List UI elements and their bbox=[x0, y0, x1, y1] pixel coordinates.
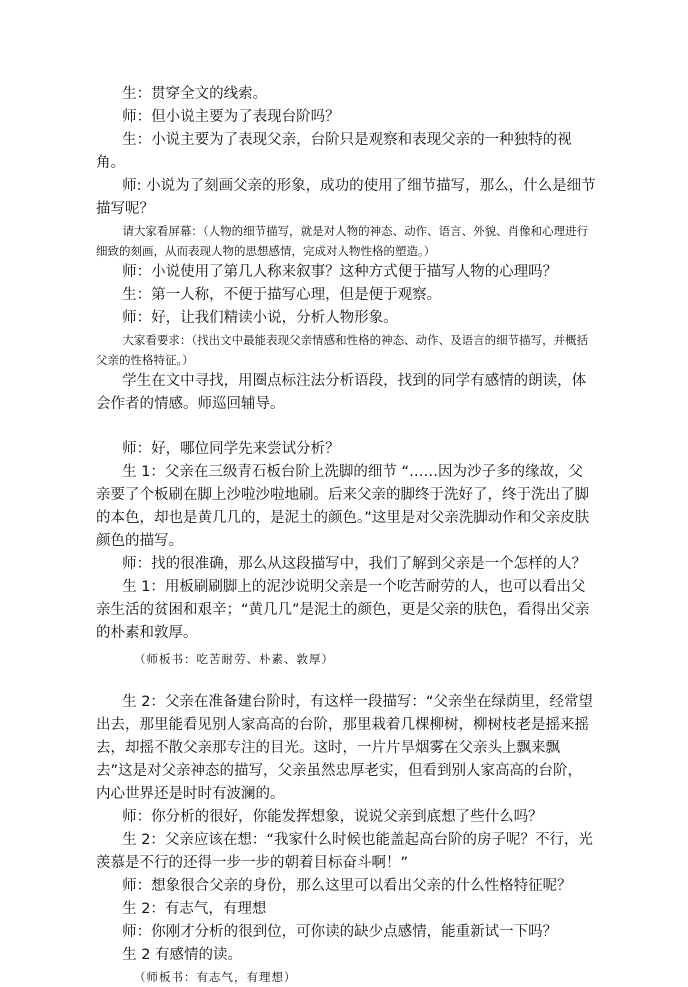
blank-line bbox=[96, 669, 596, 691]
dialogue-line: 师：找的很准确，那么从这段描写中，我们了解到父亲是一个怎样的人？ bbox=[122, 556, 587, 572]
dialogue-line: 师：你分析的很好，你能发挥想象，说说父亲到底想了些什么吗？ bbox=[122, 809, 543, 825]
dialogue-line: 师：好，哪位同学先来尝试分析？ bbox=[122, 441, 340, 457]
dialogue-line: 师：好，让我们精读小说，分析人物形象。 bbox=[122, 310, 398, 326]
dialogue-line: 生 1：用板刷刷脚上的泥沙说明父亲是一个吃苦耐劳的人，也可以看出父亲生活的贫困和艰辛；“黄几几”是泥土的颜色，更是父亲的肤色，看得出父亲的朴素和敦厚。 bbox=[96, 579, 590, 641]
screen-note: 请大家看屏幕：（人物的细节描写，就是对人物的神态、动作、语言、外貌、肖像和心理进行细致的刻画，从而表现人物的思想感情，完成对人物性格的塑造。） bbox=[96, 224, 589, 258]
dialogue-line: 生 2：父亲应该在想：“我家什么时候也能盖起高台阶的房子呢？不行，光羡慕是不行的还得一步一步的朝着目标奋斗啊！” bbox=[96, 832, 593, 871]
dialogue-line: 生 2：有志气，有理想 bbox=[122, 901, 267, 917]
requirement-note: 大家看要求：（找出文中最能表现父亲情感和性格的神态、动作、及语言的细节描写，并概括父亲的性格特征。） bbox=[96, 333, 589, 367]
dialogue-line: 生：第一人称，不便于描写心理，但是便于观察。 bbox=[122, 287, 442, 303]
dialogue-line: 生 2 有感情的读。 bbox=[122, 947, 243, 963]
dialogue-line: 师：但小说主要为了表现台阶吗？ bbox=[122, 109, 340, 125]
dialogue-line: 师：想象很合父亲的身份，那么这里可以看出父亲的什么性格特征呢？ bbox=[122, 878, 572, 894]
document-page bbox=[96, 83, 596, 987]
board-note: （师板书：有志气，有理想） bbox=[134, 970, 297, 984]
dialogue-line: 生 1：父亲在三级青石板台阶上洗脚的细节 “……因为沙子多的缘故，父亲要了个板刷在脚上沙啦沙啦地刷。后来父亲的脚终于洗好了，终于洗出了脚的本色，却也是黄几几的，是泥土的颜色。”这里是对父亲洗脚动作和父亲皮肤颜色的描写。 bbox=[96, 464, 590, 549]
blank-line bbox=[96, 416, 596, 438]
board-note: （师板书：吃苦耐劳、朴素、敦厚） bbox=[134, 652, 334, 666]
dialogue-line: 生：贯穿全文的线索。 bbox=[122, 86, 268, 102]
dialogue-line: 生 2：父亲在准备建台阶时，有这样一段描写：“父亲坐在绿荫里，经常望出去，那里能看见别人家高高的台阶，那里栽着几棵柳树，柳树枝老是摇来摇去，却摇不散父亲那专注的目光。这时，一片片旱烟雾在父亲头上飘来飘去”这是对父亲神态的描写，父亲虽然忠厚老实，但看到别人家高高的台阶，内心世界还是时时有波澜的。 bbox=[96, 694, 593, 802]
dialogue-line: 师：你刚才分析的很到位，可你读的缺少点感情，能重新试一下吗？ bbox=[122, 924, 558, 940]
dialogue-line: 生：小说主要为了表现父亲，台阶只是观察和表现父亲的一种独特的视角。 bbox=[96, 132, 572, 171]
dialogue-line: 师：小说使用了第几人称来叙事？这种方式便于描写人物的心理吗？ bbox=[122, 264, 558, 280]
dialogue-line: 师: 小说为了刻画父亲的形象，成功的使用了细节描写，那么，什么是细节描写呢？ bbox=[96, 178, 596, 217]
instruction-paragraph: 学生在文中寻找，用圈点标注法分析语段，找到的同学有感情的朗读，体会作者的情感。师巡回辅导。 bbox=[96, 373, 587, 412]
